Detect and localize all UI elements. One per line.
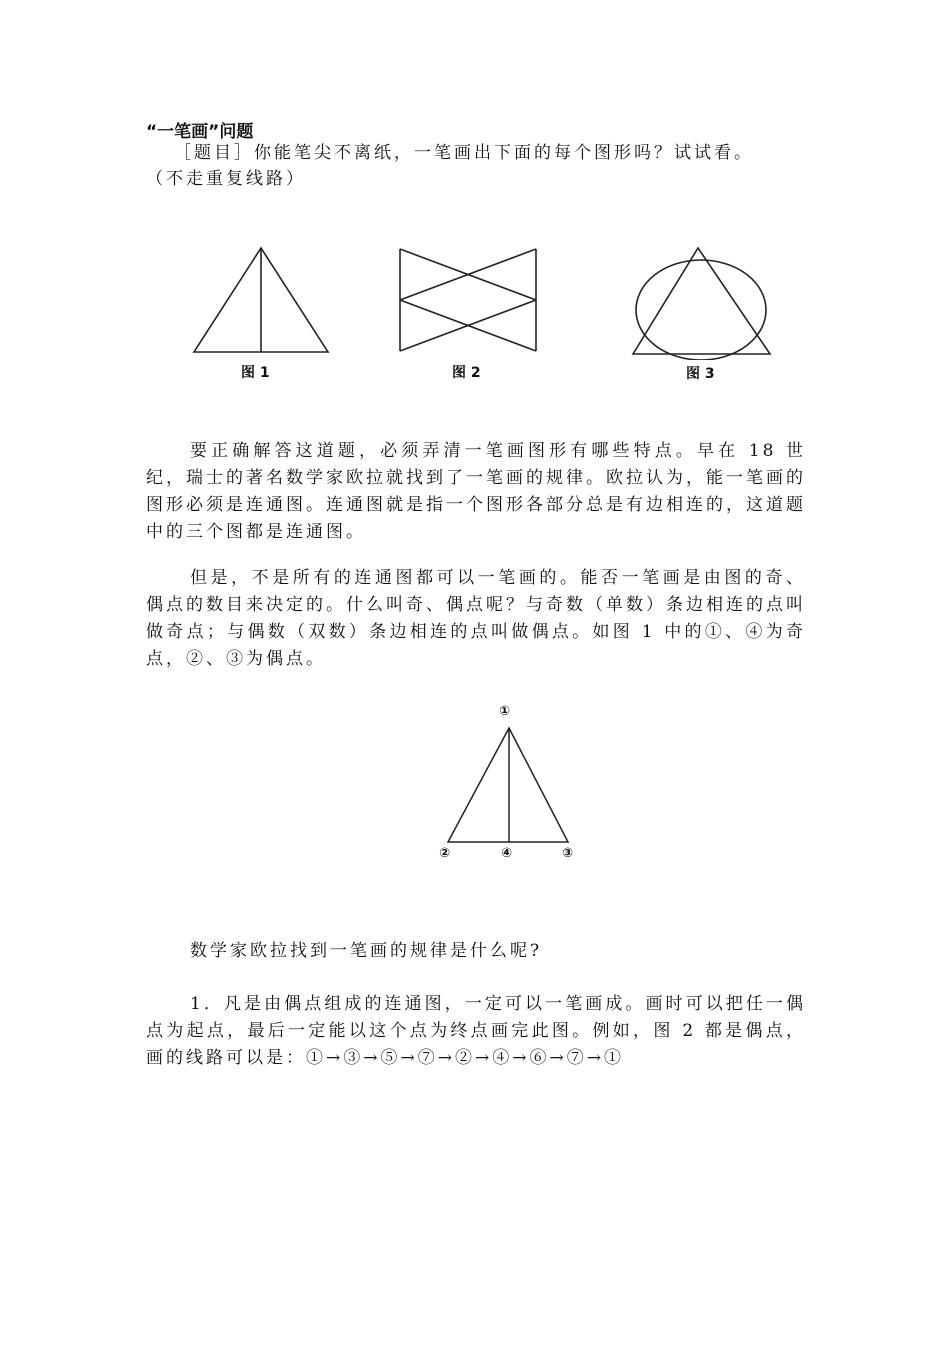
page-title: “一笔画”问题 (146, 122, 254, 142)
point-3-label: ③ (562, 846, 574, 861)
labeled-triangle-figure (434, 700, 584, 870)
figure-3-triangle-circle (630, 244, 775, 360)
figure-2-label: 图 2 (452, 365, 481, 381)
paragraph-2: 但是，不是所有的连通图都可以一笔画的。能否一笔画是由图的奇、偶点的数目来决定的。什么叫奇、偶点呢？与奇数（单数）条边相连的点叫做奇点；与偶数（双数）条边相连的点叫做偶点。如图 1 中的①、④为奇点，②、③为偶点。 (146, 568, 806, 669)
question-line-1: ［题目］你能笔尖不离纸，一笔画出下面的每个图形吗？试试看。 (174, 143, 754, 163)
point-2-label: ② (439, 846, 451, 861)
paragraph-1: 要正确解答这道题，必须弄清一笔画图形有哪些特点。早在 18 世纪，瑞士的著名数学家欧拉就找到了一笔画的规律。欧拉认为，能一笔画的图形必须是连通图。连通图就是指一个图形各部分总是有边相连的，这道题中的三个图都是连通图。 (146, 441, 806, 542)
paragraph-3: 数学家欧拉找到一笔画的规律是什么呢? (190, 941, 543, 961)
point-4-label: ④ (501, 846, 513, 861)
question-line-2: （不走重复线路） (146, 169, 306, 189)
figure-1-triangle (190, 244, 332, 358)
figure-1-label: 图 1 (241, 365, 270, 381)
point-1-label: ① (499, 704, 511, 719)
figure-2-bowtie (396, 245, 542, 355)
paragraph-4: 1．凡是由偶点组成的连通图，一定可以一笔画成。画时可以把任一偶点为起点，最后一定能以这个点为终点画完此图。例如，图 2 都是偶点，画的线路可以是：①→③→⑤→⑦→②→④→⑥→⑦→① (146, 994, 806, 1068)
figure-3-label: 图 3 (686, 366, 715, 382)
